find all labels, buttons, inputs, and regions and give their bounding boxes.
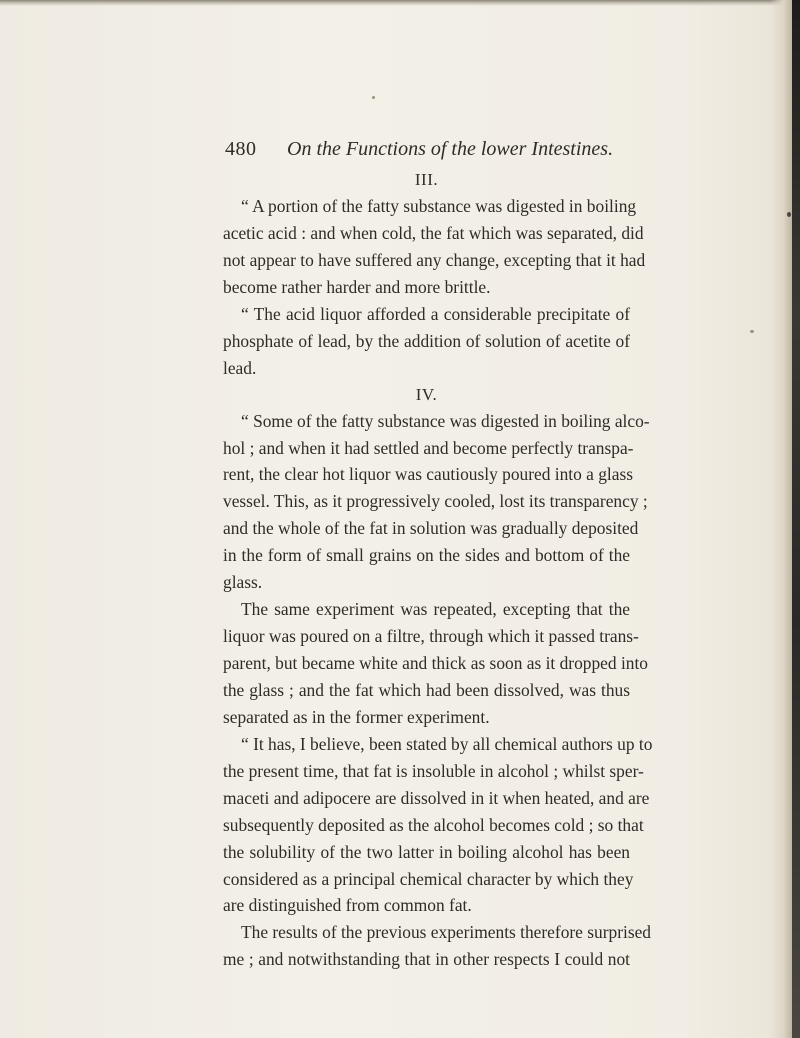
paragraph	[223, 731, 653, 920]
text-line: not appear to have suffered any change, excepting that it had	[223, 249, 646, 270]
page-top-edge	[0, 0, 800, 6]
page-header	[225, 138, 614, 168]
text-line: the solubility of the two latter in boiling alcohol has been	[223, 841, 630, 862]
text-line: “ Some of the fatty substance was digested in boiling alco-	[241, 410, 650, 431]
paragraph	[223, 193, 646, 301]
page-number: 480	[225, 138, 257, 160]
text-line: parent, but became white and thick as soon as it dropped into	[223, 653, 648, 673]
text-line: rent, the clear hot liquor was cautiously poured into a glass	[223, 464, 634, 485]
text-line: hol ; and when it had settled and become perfectly transpa-	[223, 437, 634, 458]
text-line: and the whole of the fat in solution was gradually deposited	[223, 518, 639, 539]
book-binding-edge	[792, 0, 800, 1038]
text-line: glass.	[223, 572, 263, 593]
text-line: are distinguished from common fat.	[223, 895, 472, 916]
paper-speck	[750, 330, 754, 333]
paragraph	[223, 408, 650, 597]
paragraph	[223, 596, 648, 731]
text-line: liquor was poured on a filtre, through which it passed trans-	[223, 626, 639, 647]
text-line: The results of the previous experiments therefore surprised	[241, 922, 651, 943]
paragraph	[223, 301, 630, 382]
paper-speck	[787, 212, 791, 217]
section-heading: IV.	[415, 384, 438, 404]
section-heading: III.	[414, 170, 439, 189]
text-line: “ A portion of the fatty substance was digested in boiling	[241, 196, 637, 216]
paragraph	[223, 919, 651, 973]
text-line: The same experiment was repeated, excepting that the	[241, 599, 630, 620]
text-line: subsequently deposited as the alcohol becomes cold ; so that	[223, 814, 644, 835]
text-line: phosphate of lead, by the addition of solution of acetite of	[223, 330, 630, 351]
text-line: the glass ; and the fat which had been dissolved, was thus	[223, 679, 630, 700]
running-head: On the Functions of the lower Intestines.	[287, 138, 614, 160]
paper-speck	[372, 96, 375, 99]
text-line: separated as in the former experiment.	[223, 706, 490, 727]
text-line: become rather harder and more brittle.	[223, 276, 491, 297]
text-line: me ; and notwithstanding that in other respects I could not	[223, 949, 630, 970]
text-line: lead.	[223, 357, 257, 378]
text-line: considered as a principal chemical character by which they	[223, 868, 634, 889]
text-line: maceti and adipocere are dissolved in it when heated, and are	[223, 787, 650, 808]
text-line: acetic acid : and when cold, the fat which was separated, did	[223, 222, 644, 243]
text-line: “ The acid liquor afforded a considerable precipitate of	[241, 303, 630, 324]
text-line: “ It has, I believe, been stated by all chemical authors up to	[241, 733, 653, 754]
text-line: in the form of small grains on the sides and bottom of the	[223, 545, 630, 566]
body-text	[223, 167, 653, 973]
text-line: the present time, that fat is insoluble in alcohol ; whilst sper-	[223, 760, 644, 781]
text-line: vessel. This, as it progressively cooled, lost its transparency ;	[223, 491, 648, 512]
